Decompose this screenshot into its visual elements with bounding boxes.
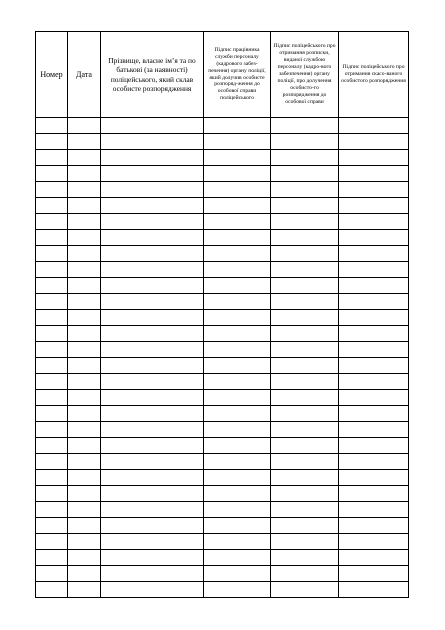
cell-number bbox=[36, 262, 68, 278]
table-row bbox=[36, 358, 409, 374]
table-row bbox=[36, 518, 409, 534]
cell-hr-signature bbox=[204, 486, 271, 502]
cell-receipt-signature bbox=[271, 470, 339, 486]
table-row bbox=[36, 326, 409, 342]
cell-hr-signature bbox=[204, 454, 271, 470]
cell-date bbox=[68, 134, 101, 150]
cell-number bbox=[36, 310, 68, 326]
cell-full-name bbox=[101, 166, 204, 182]
cell-hr-signature bbox=[204, 214, 271, 230]
cell-date bbox=[68, 150, 101, 166]
cell-number bbox=[36, 246, 68, 262]
cell-date bbox=[68, 550, 101, 566]
cell-number bbox=[36, 230, 68, 246]
table-row bbox=[36, 246, 409, 262]
cell-number bbox=[36, 502, 68, 518]
cell-receipt-signature bbox=[271, 166, 339, 182]
cell-date bbox=[68, 198, 101, 214]
cell-number bbox=[36, 566, 68, 582]
cell-number bbox=[36, 150, 68, 166]
cell-hr-signature bbox=[204, 134, 271, 150]
cell-receipt-signature bbox=[271, 422, 339, 438]
cell-number bbox=[36, 342, 68, 358]
cell-full-name bbox=[101, 374, 204, 390]
cell-hr-signature bbox=[204, 390, 271, 406]
cell-cancelled-signature bbox=[339, 230, 409, 246]
cell-cancelled-signature bbox=[339, 550, 409, 566]
table-row bbox=[36, 486, 409, 502]
cell-receipt-signature bbox=[271, 118, 339, 134]
cell-hr-signature bbox=[204, 358, 271, 374]
cell-hr-signature bbox=[204, 262, 271, 278]
table-row bbox=[36, 342, 409, 358]
table-row bbox=[36, 374, 409, 390]
table-row bbox=[36, 470, 409, 486]
cell-full-name bbox=[101, 310, 204, 326]
cell-receipt-signature bbox=[271, 438, 339, 454]
cell-full-name bbox=[101, 534, 204, 550]
cell-cancelled-signature bbox=[339, 566, 409, 582]
cell-cancelled-signature bbox=[339, 486, 409, 502]
cell-cancelled-signature bbox=[339, 294, 409, 310]
cell-cancelled-signature bbox=[339, 262, 409, 278]
cell-cancelled-signature bbox=[339, 582, 409, 598]
cell-number bbox=[36, 390, 68, 406]
cell-full-name bbox=[101, 214, 204, 230]
cell-date bbox=[68, 534, 101, 550]
cell-receipt-signature bbox=[271, 150, 339, 166]
cell-cancelled-signature bbox=[339, 214, 409, 230]
cell-date bbox=[68, 214, 101, 230]
cell-cancelled-signature bbox=[339, 342, 409, 358]
table-row bbox=[36, 454, 409, 470]
cell-receipt-signature bbox=[271, 502, 339, 518]
cell-cancelled-signature bbox=[339, 134, 409, 150]
cell-full-name bbox=[101, 294, 204, 310]
table-row bbox=[36, 150, 409, 166]
cell-full-name bbox=[101, 582, 204, 598]
cell-date bbox=[68, 294, 101, 310]
header-hr-signature: Підпис працівника служби персоналу (кадрового забез-печення) органу поліції, який долучив особисте розпоряд-ження до особової справи поліцейського bbox=[204, 32, 271, 118]
header-receipt-signature: Підпис поліцейського про отримання розписки, виданої службою персоналу (кадро-вого забезпечення) органу поліції, про долучення особисто-го розпорядження до особової справи bbox=[271, 32, 339, 118]
cell-hr-signature bbox=[204, 166, 271, 182]
table-row bbox=[36, 118, 409, 134]
cell-date bbox=[68, 182, 101, 198]
cell-receipt-signature bbox=[271, 134, 339, 150]
cell-date bbox=[68, 374, 101, 390]
table-row bbox=[36, 390, 409, 406]
cell-receipt-signature bbox=[271, 582, 339, 598]
table-row bbox=[36, 214, 409, 230]
cell-number bbox=[36, 118, 68, 134]
cell-receipt-signature bbox=[271, 390, 339, 406]
table-row bbox=[36, 406, 409, 422]
cell-full-name bbox=[101, 150, 204, 166]
cell-hr-signature bbox=[204, 582, 271, 598]
cell-cancelled-signature bbox=[339, 166, 409, 182]
table-row bbox=[36, 502, 409, 518]
cell-hr-signature bbox=[204, 278, 271, 294]
cell-number bbox=[36, 470, 68, 486]
cell-number bbox=[36, 294, 68, 310]
cell-number bbox=[36, 454, 68, 470]
table-row bbox=[36, 182, 409, 198]
cell-receipt-signature bbox=[271, 550, 339, 566]
cell-date bbox=[68, 358, 101, 374]
cell-cancelled-signature bbox=[339, 406, 409, 422]
cell-hr-signature bbox=[204, 422, 271, 438]
cell-receipt-signature bbox=[271, 310, 339, 326]
cell-receipt-signature bbox=[271, 486, 339, 502]
cell-number bbox=[36, 198, 68, 214]
cell-cancelled-signature bbox=[339, 534, 409, 550]
table-row bbox=[36, 278, 409, 294]
cell-full-name bbox=[101, 422, 204, 438]
cell-hr-signature bbox=[204, 374, 271, 390]
cell-cancelled-signature bbox=[339, 278, 409, 294]
cell-date bbox=[68, 486, 101, 502]
cell-receipt-signature bbox=[271, 326, 339, 342]
cell-hr-signature bbox=[204, 470, 271, 486]
cell-date bbox=[68, 310, 101, 326]
cell-date bbox=[68, 518, 101, 534]
cell-date bbox=[68, 326, 101, 342]
cell-number bbox=[36, 422, 68, 438]
cell-number bbox=[36, 406, 68, 422]
table-row bbox=[36, 230, 409, 246]
cell-hr-signature bbox=[204, 182, 271, 198]
cell-cancelled-signature bbox=[339, 390, 409, 406]
cell-full-name bbox=[101, 358, 204, 374]
cell-number bbox=[36, 326, 68, 342]
cell-hr-signature bbox=[204, 198, 271, 214]
cell-number bbox=[36, 182, 68, 198]
cell-full-name bbox=[101, 390, 204, 406]
cell-number bbox=[36, 214, 68, 230]
cell-full-name bbox=[101, 262, 204, 278]
cell-date bbox=[68, 278, 101, 294]
cell-receipt-signature bbox=[271, 518, 339, 534]
cell-date bbox=[68, 390, 101, 406]
table-row bbox=[36, 294, 409, 310]
cell-date bbox=[68, 118, 101, 134]
table-row bbox=[36, 134, 409, 150]
cell-full-name bbox=[101, 118, 204, 134]
header-number: Номер bbox=[36, 32, 68, 118]
cell-date bbox=[68, 262, 101, 278]
header-row bbox=[36, 32, 409, 118]
table-row bbox=[36, 310, 409, 326]
cell-cancelled-signature bbox=[339, 326, 409, 342]
cell-full-name bbox=[101, 454, 204, 470]
cell-full-name bbox=[101, 486, 204, 502]
cell-hr-signature bbox=[204, 150, 271, 166]
cell-full-name bbox=[101, 438, 204, 454]
table-row bbox=[36, 422, 409, 438]
cell-receipt-signature bbox=[271, 294, 339, 310]
cell-cancelled-signature bbox=[339, 470, 409, 486]
cell-cancelled-signature bbox=[339, 182, 409, 198]
cell-full-name bbox=[101, 326, 204, 342]
cell-hr-signature bbox=[204, 406, 271, 422]
header-full-name: Прізвище, власне ім’я та по батькові (за наявності) поліцейського, який склав особисте розпорядження bbox=[101, 32, 204, 118]
cell-cancelled-signature bbox=[339, 118, 409, 134]
cell-cancelled-signature bbox=[339, 454, 409, 470]
cell-date bbox=[68, 582, 101, 598]
cell-receipt-signature bbox=[271, 534, 339, 550]
cell-full-name bbox=[101, 342, 204, 358]
cell-number bbox=[36, 582, 68, 598]
cell-date bbox=[68, 470, 101, 486]
cell-number bbox=[36, 358, 68, 374]
cell-full-name bbox=[101, 518, 204, 534]
cell-full-name bbox=[101, 550, 204, 566]
cell-cancelled-signature bbox=[339, 150, 409, 166]
cell-receipt-signature bbox=[271, 342, 339, 358]
cell-hr-signature bbox=[204, 518, 271, 534]
cell-number bbox=[36, 534, 68, 550]
cell-cancelled-signature bbox=[339, 438, 409, 454]
table-row bbox=[36, 582, 409, 598]
register-table bbox=[35, 31, 409, 598]
cell-receipt-signature bbox=[271, 566, 339, 582]
cell-full-name bbox=[101, 230, 204, 246]
cell-full-name bbox=[101, 134, 204, 150]
cell-receipt-signature bbox=[271, 454, 339, 470]
cell-receipt-signature bbox=[271, 406, 339, 422]
cell-receipt-signature bbox=[271, 374, 339, 390]
cell-number bbox=[36, 374, 68, 390]
cell-date bbox=[68, 502, 101, 518]
cell-cancelled-signature bbox=[339, 310, 409, 326]
cell-full-name bbox=[101, 198, 204, 214]
cell-number bbox=[36, 134, 68, 150]
table-row bbox=[36, 550, 409, 566]
cell-receipt-signature bbox=[271, 214, 339, 230]
cell-hr-signature bbox=[204, 502, 271, 518]
table-row bbox=[36, 198, 409, 214]
cell-number bbox=[36, 278, 68, 294]
cell-hr-signature bbox=[204, 534, 271, 550]
cell-full-name bbox=[101, 246, 204, 262]
cell-receipt-signature bbox=[271, 230, 339, 246]
cell-date bbox=[68, 566, 101, 582]
cell-number bbox=[36, 438, 68, 454]
table-row bbox=[36, 534, 409, 550]
cell-hr-signature bbox=[204, 438, 271, 454]
cell-receipt-signature bbox=[271, 246, 339, 262]
cell-number bbox=[36, 550, 68, 566]
cell-date bbox=[68, 342, 101, 358]
table-row bbox=[36, 262, 409, 278]
cell-number bbox=[36, 518, 68, 534]
header-date: Дата bbox=[68, 32, 101, 118]
cell-full-name bbox=[101, 502, 204, 518]
cell-full-name bbox=[101, 278, 204, 294]
cell-cancelled-signature bbox=[339, 502, 409, 518]
cell-hr-signature bbox=[204, 294, 271, 310]
cell-cancelled-signature bbox=[339, 358, 409, 374]
cell-date bbox=[68, 230, 101, 246]
table-body bbox=[36, 118, 409, 598]
cell-number bbox=[36, 486, 68, 502]
cell-date bbox=[68, 166, 101, 182]
cell-cancelled-signature bbox=[339, 422, 409, 438]
header-cancelled-signature: Підпис поліцейського про отримання скасо-ваного особистого розпорядження bbox=[339, 32, 409, 118]
cell-date bbox=[68, 422, 101, 438]
cell-hr-signature bbox=[204, 326, 271, 342]
cell-number bbox=[36, 166, 68, 182]
cell-hr-signature bbox=[204, 566, 271, 582]
cell-hr-signature bbox=[204, 246, 271, 262]
table-row bbox=[36, 566, 409, 582]
cell-full-name bbox=[101, 566, 204, 582]
cell-date bbox=[68, 454, 101, 470]
table-row bbox=[36, 166, 409, 182]
cell-full-name bbox=[101, 470, 204, 486]
cell-receipt-signature bbox=[271, 198, 339, 214]
cell-full-name bbox=[101, 406, 204, 422]
cell-hr-signature bbox=[204, 230, 271, 246]
cell-hr-signature bbox=[204, 550, 271, 566]
cell-receipt-signature bbox=[271, 278, 339, 294]
cell-receipt-signature bbox=[271, 262, 339, 278]
table-row bbox=[36, 438, 409, 454]
cell-date bbox=[68, 438, 101, 454]
cell-cancelled-signature bbox=[339, 198, 409, 214]
cell-cancelled-signature bbox=[339, 374, 409, 390]
cell-hr-signature bbox=[204, 118, 271, 134]
cell-cancelled-signature bbox=[339, 518, 409, 534]
cell-date bbox=[68, 406, 101, 422]
cell-receipt-signature bbox=[271, 182, 339, 198]
cell-full-name bbox=[101, 182, 204, 198]
cell-cancelled-signature bbox=[339, 246, 409, 262]
cell-receipt-signature bbox=[271, 358, 339, 374]
cell-hr-signature bbox=[204, 342, 271, 358]
cell-date bbox=[68, 246, 101, 262]
cell-hr-signature bbox=[204, 310, 271, 326]
